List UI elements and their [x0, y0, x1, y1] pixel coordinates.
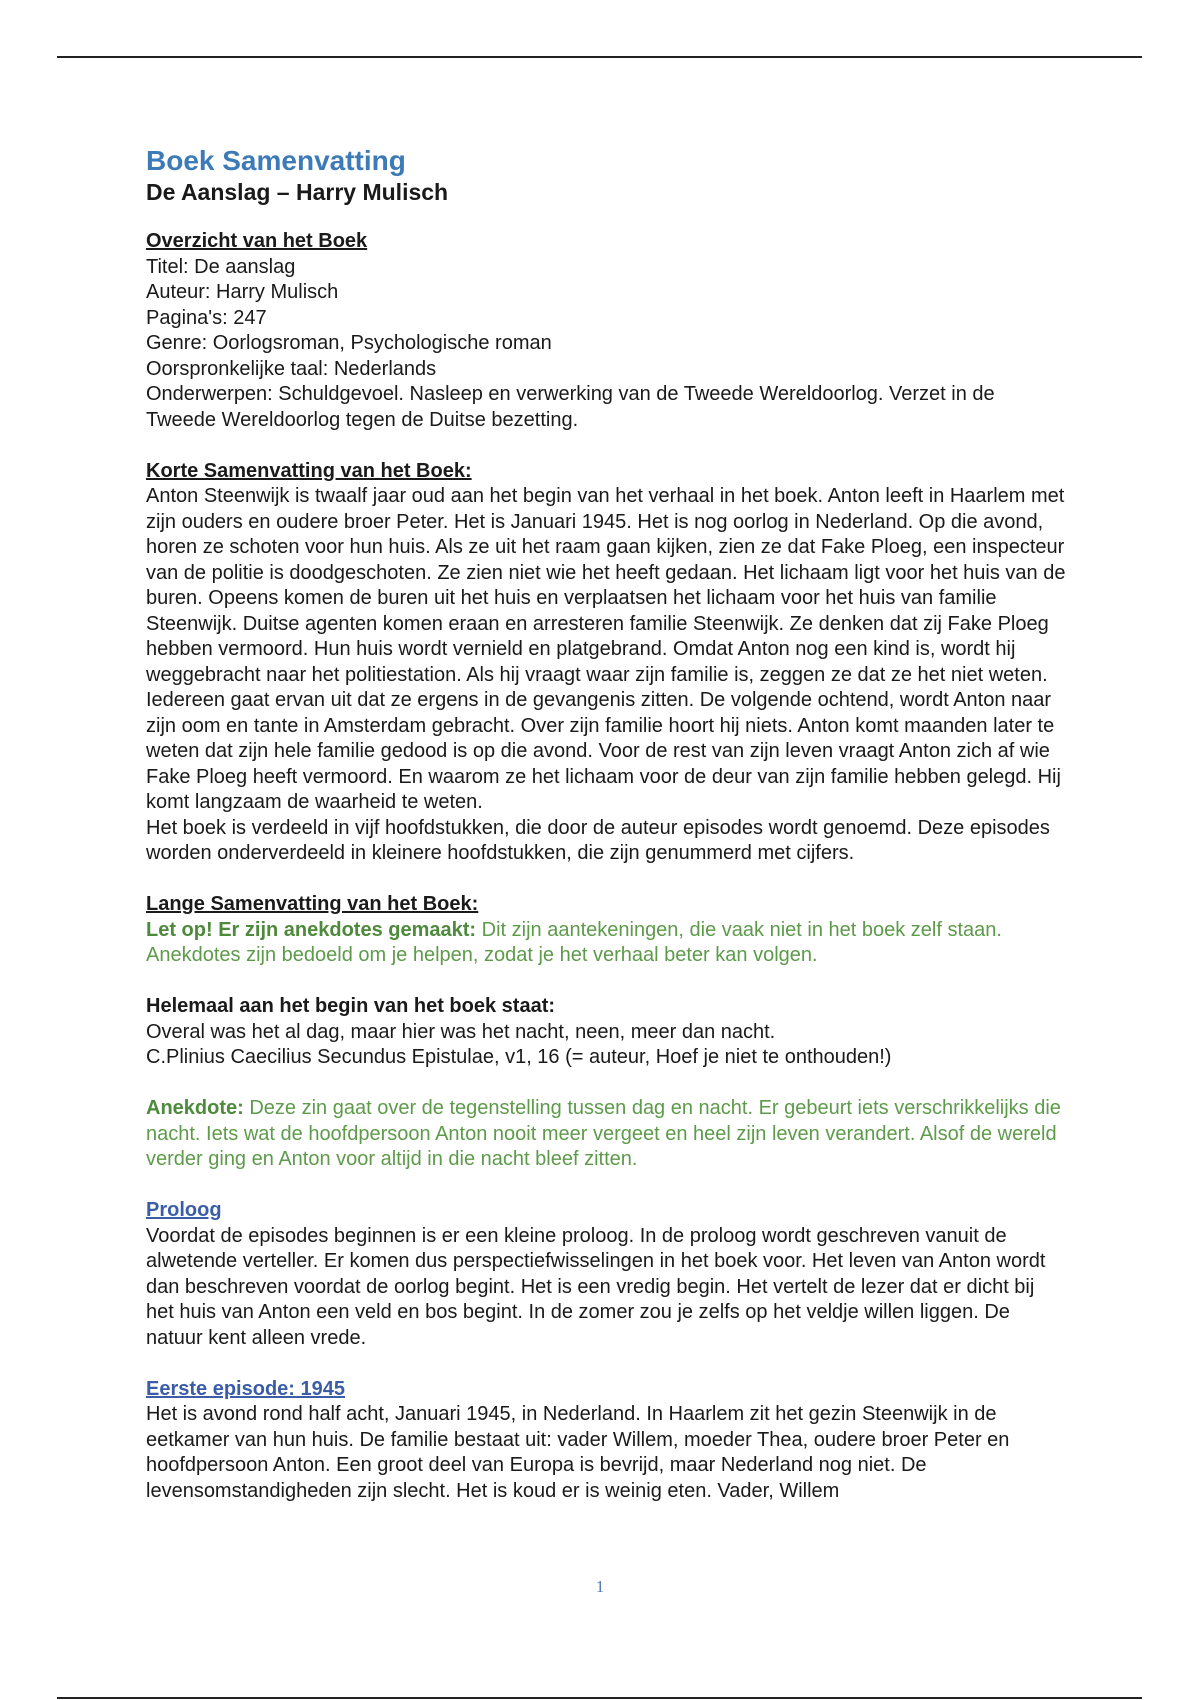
epigraph-section: [146, 994, 1066, 1071]
first-episode-section: [146, 1377, 1066, 1505]
anecdote-note-text: Dit zijn aantekeningen, die vaak niet in het boek zelf staan. Anekdotes zijn bedoeld om je helpen, zodat je het verhaal beter kan volgen.: [146, 918, 1002, 966]
short-summary-paragraph: Anton Steenwijk is twaalf jaar oud aan het begin van het verhaal in het boek. Anton leeft in Haarlem met zijn ouders en oudere broer Peter. Het is Januari 1945. Het is nog oorlog in Nederland. Op die avond, horen ze schoten voor hun huis. Als ze uit het raam gaan kijken, zien ze dat Fake Ploeg, een inspecteur van de politie is doodgeschoten. Ze zien niet wie het heeft gedaan. Het lichaam ligt voor het huis van de buren. Opeens komen de buren uit het huis en verplaatsen het lichaam voor het huis van familie Steenwijk. Duitse agenten komen eraan en arresteren familie Steenwijk. Ze denken dat zij Fake Ploeg hebben vermoord. Hun huis wordt vernield en platgebrand. Omdat Anton nog een kind is, wordt hij weggebracht naar het politiestation. Als hij vraagt waar zijn familie is, zeggen ze dat ze het niet weten. Iedereen gaat ervan uit dat ze ergens in de gevangenis zitten. De volgende ochtend, wordt Anton naar zijn oom en tante in Amsterdam gebracht. Over zijn familie hoort hij niets. Anton komt maanden later te weten dat zijn hele familie gedood is op die avond. Voor de rest van zijn leven vraagt Anton zich af wie Fake Ploeg heeft vermoord. En waarom ze het lichaam voor de deur van zijn familie hebben gelegd. Hij komt langzaam de waarheid te weten.: [146, 485, 1066, 813]
overview-language-line: Oorspronkelijke taal: Nederlands: [146, 357, 437, 380]
epigraph-quote: Overal was het al dag, maar hier was het nacht, neen, meer dan nacht.: [146, 1020, 776, 1043]
long-summary-section: [146, 892, 1066, 969]
page-number: 1: [595, 1577, 605, 1596]
overview-heading: Overzicht van het Boek: [146, 230, 368, 252]
anecdote-label: Anekdote:: [146, 1097, 244, 1119]
overview-pages-line: Pagina's: 247: [146, 306, 267, 329]
overview-title-line: Titel: De aanslag: [146, 255, 296, 278]
long-summary-heading: Lange Samenvatting van het Boek:: [146, 893, 479, 915]
anecdote-block: [146, 1096, 1066, 1173]
proloog-section: [146, 1198, 1066, 1351]
document-title: Boek Samenvatting: [146, 145, 406, 176]
proloog-heading-link[interactable]: Proloog: [146, 1199, 222, 1221]
short-summary-section: [146, 459, 1066, 867]
overview-author-line: Auteur: Harry Mulisch: [146, 281, 339, 303]
overview-subjects-line: Onderwerpen: Schuldgevoel. Nasleep en verwerking van de Tweede Wereldoorlog. Verzet in de Tweede Wereldoorlog tegen de Duitse bezetting.: [146, 383, 995, 431]
first-episode-heading-link[interactable]: Eerste episode: 1945: [146, 1377, 345, 1400]
epigraph-source: C.Plinius Caecilius Secundus Epistulae, v1, 16 (= auteur, Hoef je niet te onthouden!): [146, 1046, 892, 1068]
overview-genre-line: Genre: Oorlogsroman, Psychologische roman: [146, 332, 552, 354]
anecdote-note-label: Let op! Er zijn anekdotes gemaakt:: [146, 918, 477, 941]
short-summary-paragraph: Het boek is verdeeld in vijf hoofdstukken, die door de auteur episodes wordt genoemd. Deze episodes worden onderverdeeld in kleinere hoofdstukken, die zijn genummerd met cijfers.: [146, 816, 1050, 864]
document-subtitle: De Aanslag – Harry Mulisch: [146, 179, 449, 205]
anecdote-text: Deze zin gaat over de tegenstelling tussen dag en nacht. Er gebeurt iets verschrikkelijks die nacht. Iets wat de hoofdpersoon Anton nooit meer vergeet en heel zijn leven verandert. Alsof de wereld verder ging en Anton voor altijd in die nacht bleef zitten.: [146, 1097, 1061, 1170]
header-rule: [57, 56, 1142, 58]
anecdote-section: [146, 1096, 1066, 1173]
overview-section: [146, 229, 1066, 433]
short-summary-heading: Korte Samenvatting van het Boek:: [146, 459, 472, 482]
footer-rule: [57, 1697, 1142, 1699]
anecdote-note: [146, 918, 1066, 969]
first-episode-text: Het is avond rond half acht, Januari 1945, in Nederland. In Haarlem zit het gezin Steenwijk in de eetkamer van hun huis. De familie bestaat uit: vader Willem, moeder Thea, oudere broer Peter en hoofdpersoon Anton. Een groot deel van Europa is bevrijd, maar Nederland nog niet. De levensomstandigheden zijn slecht. Het is koud er is weinig eten. Vader, Willem: [146, 1403, 1010, 1502]
epigraph-heading: Helemaal aan het begin van het boek staat:: [146, 995, 556, 1017]
page-content: [146, 144, 1066, 1504]
proloog-text: Voordat de episodes beginnen is er een kleine proloog. In de proloog wordt geschreven vanuit de alwetende verteller. Er komen dus perspectiefwisselingen in het boek voor. Het leven van Anton wordt dan beschreven voordat de oorlog begint. Het is een vredig begin. Het vertelt de lezer dat er dicht bij het huis van Anton een veld en bos begint. In de zomer zou je zelfs op het veldje willen liggen. De natuur kent alleen vrede.: [146, 1224, 1046, 1349]
